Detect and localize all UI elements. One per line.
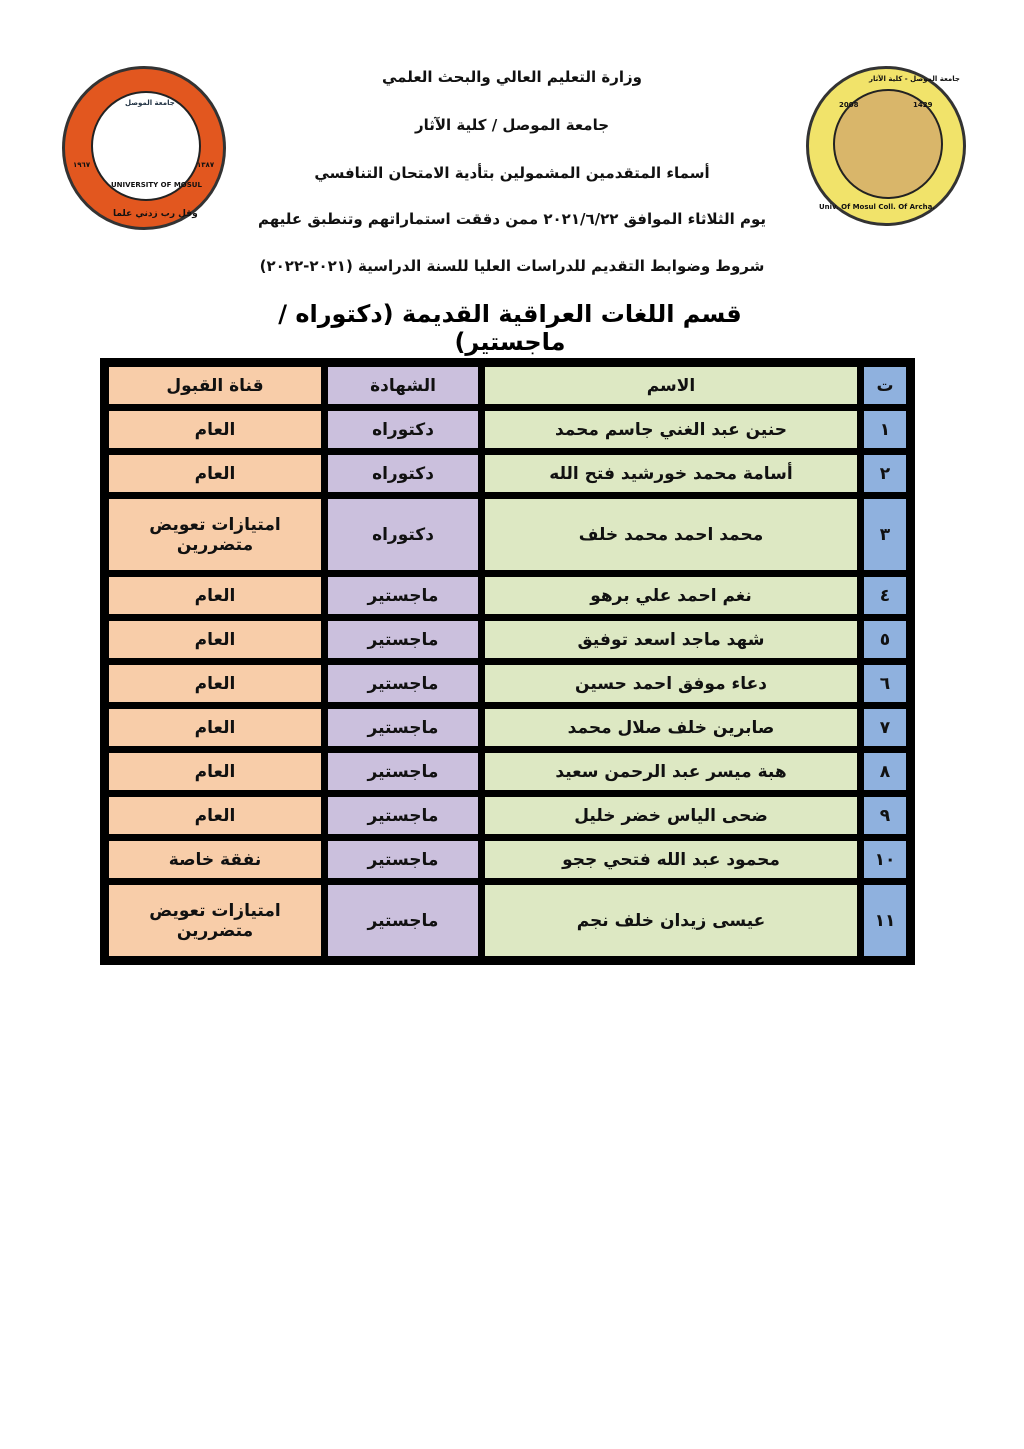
cell-num: ١١ [864,885,906,956]
table-row [109,499,906,570]
cell-channel: العام [109,709,321,746]
cell-cert: ماجستير [328,885,478,956]
cell-cert: دكتوراه [328,499,478,570]
logo-left-arabic: جامعة الموصل [125,99,175,107]
conditions-line: شروط وضوابط التقديم للدراسات العليا للسنة الدراسية (٢٠٢١-٢٠٢٢) [259,257,765,275]
cell-name: صابرين خلف صلال محمد [485,709,857,746]
cell-num: ٦ [864,665,906,702]
subject-line: أسماء المتقدمين المشمولين بتأدية الامتحان التنافسي [314,164,710,182]
logo-right-arabic: جامعة الموصل - كلية الآثار [869,75,960,83]
ministry-line: وزارة التعليم العالي والبحث العلمي [381,68,643,86]
table-row [109,709,906,746]
logo-left-year: ١٩٦٧ [73,161,91,169]
cell-num: ٣ [864,499,906,570]
cell-cert: ماجستير [328,577,478,614]
table-row [109,577,906,614]
department-title: قسم اللغات العراقية القديمة (دكتوراه / ماجستير) [278,300,742,356]
table-row [109,797,906,834]
header-channel: قناة القبول [109,367,321,404]
cell-channel: العام [109,665,321,702]
cell-cert: ماجستير [328,621,478,658]
cell-channel: العام [109,455,321,492]
table-header-row [109,367,906,404]
cell-cert: دكتوراه [328,455,478,492]
cell-name: ضحى الياس خضر خليل [485,797,857,834]
college-of-archaeology-logo [806,66,966,226]
cell-cert: ماجستير [328,797,478,834]
table-row [109,455,906,492]
cell-channel: العام [109,797,321,834]
header-name: الاسم [485,367,857,404]
cell-num: ٤ [864,577,906,614]
university-of-mosul-logo [62,66,226,230]
cell-channel: العام [109,577,321,614]
cell-channel: نفقة خاصة [109,841,321,878]
cell-num: ٩ [864,797,906,834]
cell-channel: امتيازات تعويض متضررين [109,499,321,570]
header-cert: الشهادة [328,367,478,404]
cell-cert: ماجستير [328,841,478,878]
cell-name: نغم احمد علي برهو [485,577,857,614]
cell-name: حنين عبد الغني جاسم محمد [485,411,857,448]
cell-name: هبة ميسر عبد الرحمن سعيد [485,753,857,790]
applicants-table [100,358,915,965]
table-row [109,885,906,956]
cell-channel: العام [109,753,321,790]
logo-left-motto: وقل رب زدني علما [113,209,198,219]
cell-num: ٢ [864,455,906,492]
cell-channel: العام [109,411,321,448]
cell-num: ١ [864,411,906,448]
university-line: جامعة الموصل / كلية الآثار [414,116,610,134]
date-line: يوم الثلاثاء الموافق ٢٠٢١/٦/٢٢ ممن دققت استماراتهم وتنطبق عليهم [257,210,767,228]
cell-num: ٥ [864,621,906,658]
logo-right-year: 2008 [839,101,859,109]
table-row [109,841,906,878]
table-row [109,753,906,790]
logo-left-year-hijri: ١٣٨٧ [197,161,215,169]
cell-num: ١٠ [864,841,906,878]
header-num: ت [864,367,906,404]
cell-name: محمد احمد محمد خلف [485,499,857,570]
table-row [109,411,906,448]
cell-cert: دكتوراه [328,411,478,448]
logo-right-english: Univ. Of Mosul Coll. Of Archa. [819,203,936,211]
cell-cert: ماجستير [328,709,478,746]
cell-channel: العام [109,621,321,658]
cell-name: أسامة محمد خورشيد فتح الله [485,455,857,492]
table-row [109,665,906,702]
cell-name: دعاء موفق احمد حسين [485,665,857,702]
logo-right-year-hijri: 1429 [913,101,933,109]
cell-num: ٧ [864,709,906,746]
cell-cert: ماجستير [328,665,478,702]
cell-num: ٨ [864,753,906,790]
table-row [109,621,906,658]
cell-name: شهد ماجد اسعد توفيق [485,621,857,658]
cell-name: محمود عبد الله فتحي ججو [485,841,857,878]
cell-name: عيسى زيدان خلف نجم [485,885,857,956]
cell-cert: ماجستير [328,753,478,790]
logo-left-english: UNIVERSITY OF MOSUL [111,181,202,189]
cell-channel: امتيازات تعويض متضررين [109,885,321,956]
